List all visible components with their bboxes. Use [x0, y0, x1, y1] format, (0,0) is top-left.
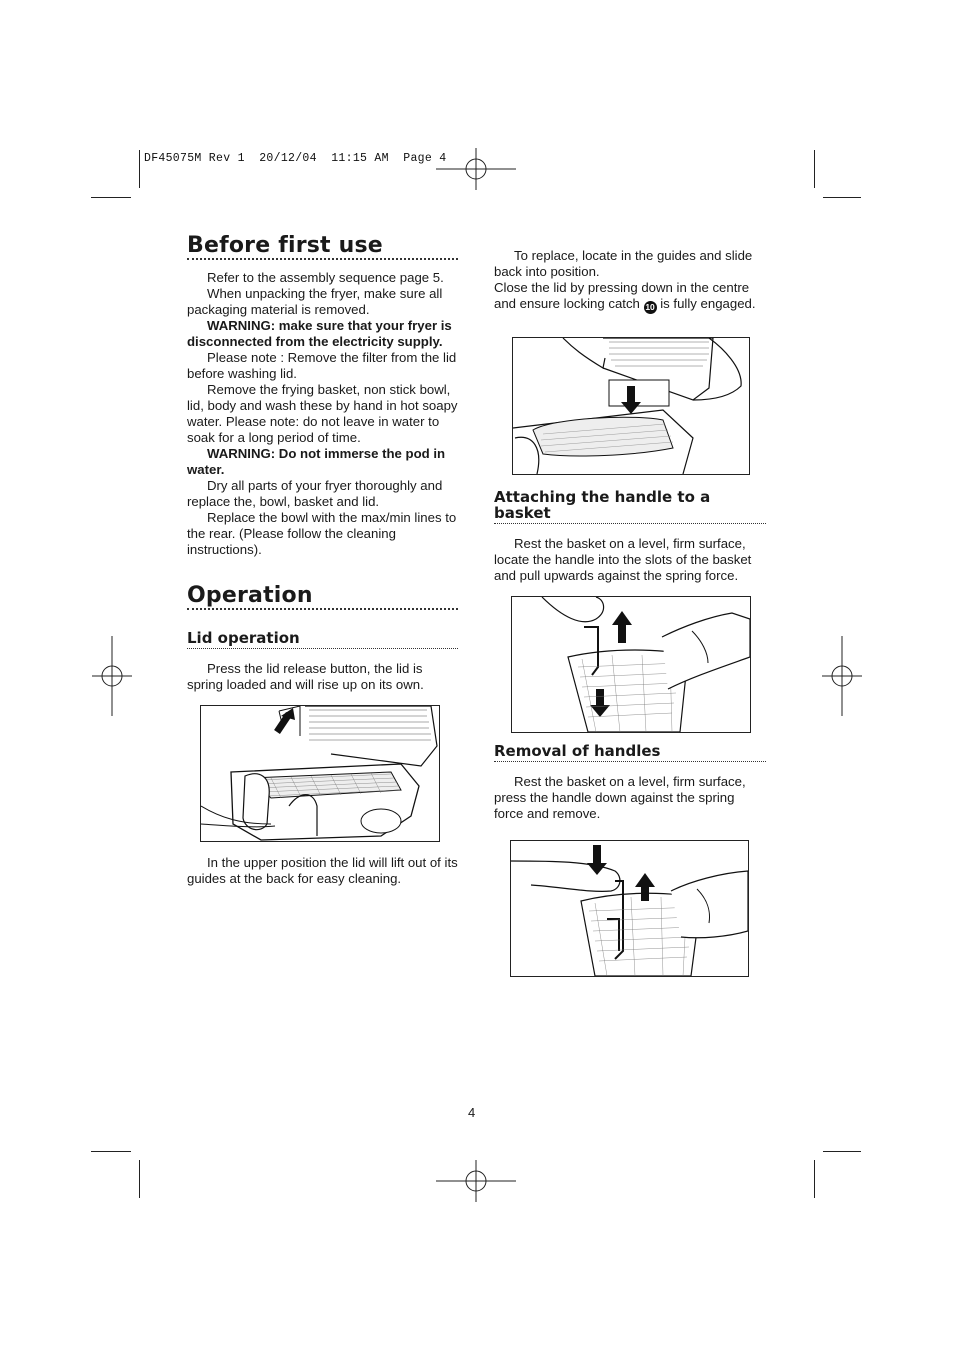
before-first-use-title: Before first use — [187, 238, 458, 260]
crop-mark-top-left-v — [139, 150, 140, 188]
unpacking-text: When unpacking the fryer, make sure all packaging material is removed. — [187, 286, 443, 317]
warning-disconnect: WARNING: make sure that your fryer is disconnected from the electricity supply. — [187, 318, 452, 349]
drying-text: Dry all parts of your fryer thoroughly and replace the, bowl, basket and lid. — [187, 478, 443, 509]
registration-mark-top — [436, 148, 516, 190]
removal-handles-text: Rest the basket on a level, firm surface, press the handle down against the spring force and remove. — [494, 774, 746, 821]
print-slug: DF45075M Rev 1 20/12/04 11:15 AM Page 4 — [144, 152, 447, 165]
lid-open-illustration — [200, 705, 440, 842]
removal-handles-heading: Removal of handles — [494, 743, 766, 762]
upper-position-text: In the upper position the lid will lift out of its guides at the back for easy cleaning. — [187, 855, 458, 886]
replace-lid-text: To replace, locate in the guides and slide back into position. — [494, 248, 753, 279]
warning-immerse: WARNING: Do not immerse the pod in water. — [187, 446, 446, 477]
registration-mark-bottom — [436, 1160, 516, 1202]
registration-mark-left — [92, 636, 132, 716]
replace-bowl-text: Replace the bowl with the max/min lines to the rear. (Please follow the cleaning instructions). — [187, 510, 457, 557]
close-lid-text: Close the lid by pressing down in the centre and ensure locking catch 10 is fully engaged. — [494, 280, 756, 312]
right-column — [494, 248, 766, 977]
crop-mark-bottom-right-v — [814, 1160, 815, 1198]
page-number: 4 — [468, 1105, 476, 1120]
registration-mark-right — [822, 636, 862, 716]
crop-mark-bottom-right-h — [823, 1151, 861, 1152]
filter-note: Please note : Remove the filter from the lid before washing lid. — [187, 350, 457, 381]
remove-handle-illustration — [510, 840, 749, 977]
washing-text: Remove the frying basket, non stick bowl, lid, body and wash these by hand in hot soapy water. Please note: do not leave in water to soak for a long period of time. — [187, 382, 458, 445]
crop-mark-bottom-left-h — [91, 1151, 131, 1152]
lid-replace-illustration — [512, 337, 750, 475]
locking-catch-number-badge: 10 — [645, 302, 655, 312]
crop-mark-top-right-v — [814, 150, 815, 188]
lid-operation-text: Press the lid release button, the lid is spring loaded and will rise up on its own. — [187, 661, 424, 692]
crop-mark-top-right-h — [823, 197, 861, 198]
operation-title: Operation — [187, 588, 458, 610]
left-column — [187, 233, 458, 887]
attach-handle-illustration — [511, 596, 751, 733]
crop-mark-bottom-left-v — [139, 1160, 140, 1198]
attaching-handle-heading: Attaching the handle to a basket — [494, 489, 766, 524]
attaching-handle-text: Rest the basket on a level, firm surface, locate the handle into the slots of the basket and pull upwards against the spring force. — [494, 536, 752, 583]
lid-operation-heading: Lid operation — [187, 630, 458, 649]
assembly-reference: Refer to the assembly sequence page 5. — [207, 270, 444, 285]
crop-mark-top-left-h — [91, 197, 131, 198]
